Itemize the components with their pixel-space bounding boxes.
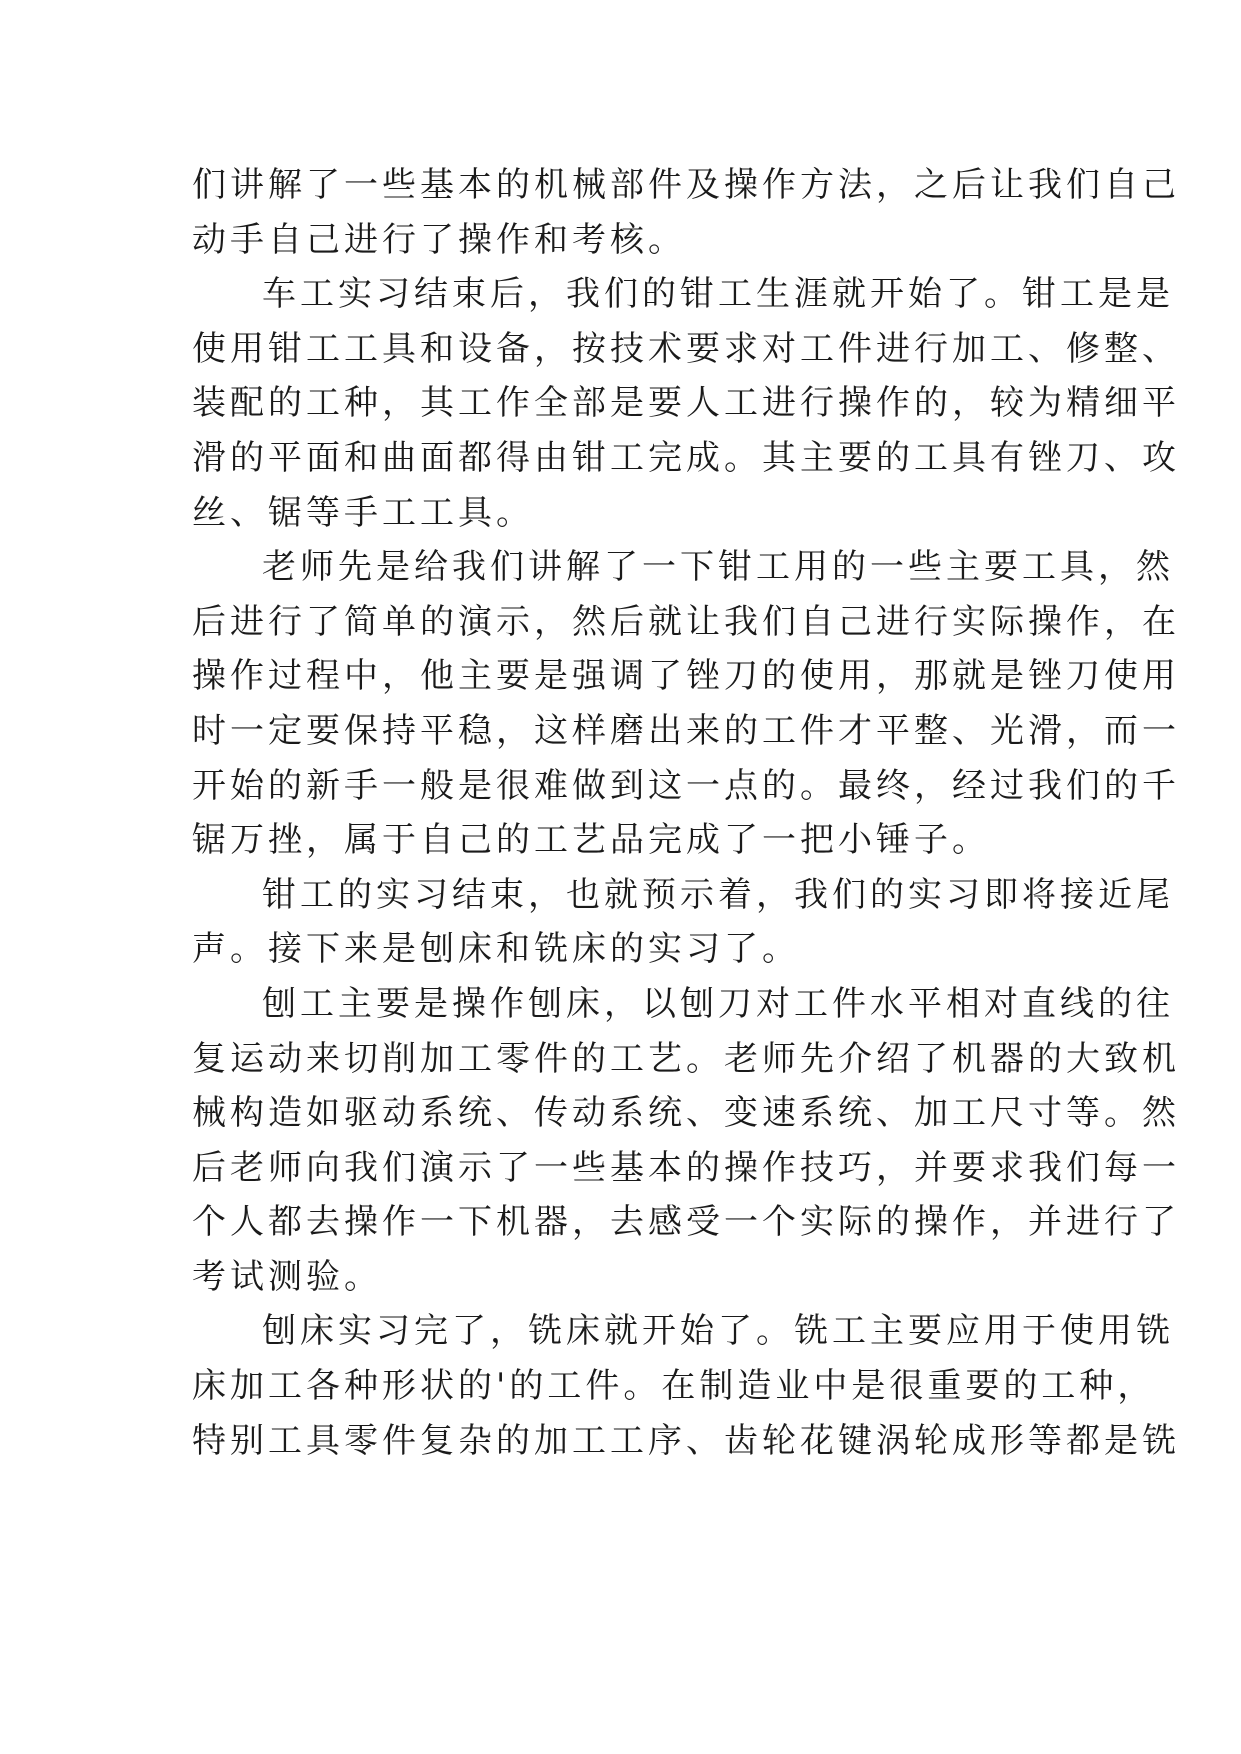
text-line: 时一定要保持平稳，这样磨出来的工件才平整、光滑，而一	[192, 710, 1180, 751]
text-line: 钳工的实习结束，也就预示着，我们的实习即将接近尾	[262, 874, 1174, 915]
text-line: 老师先是给我们讲解了一下钳工用的一些主要工具，然	[262, 547, 1174, 588]
text-line: 锯万挫，属于自己的工艺品完成了一把小锤子。	[192, 820, 990, 861]
text-line: 开始的新手一般是很难做到这一点的。最终，经过我们的千	[192, 765, 1180, 806]
body-text	[192, 158, 1180, 1468]
text-line: 床加工各种形状的'的工件。在制造业中是很重要的工种，	[192, 1366, 1156, 1407]
text-line: 械构造如驱动系统、传动系统、变速系统、加工尺寸等。然	[192, 1093, 1180, 1134]
text-line: 们讲解了一些基本的机械部件及操作方法，之后让我们自己	[192, 165, 1180, 205]
text-line: 使用钳工工具和设备，按技术要求对工件进行加工、修整、	[192, 328, 1180, 369]
text-line: 后老师向我们演示了一些基本的操作技巧，并要求我们每一	[192, 1147, 1180, 1188]
text-line: 车工实习结束后，我们的钳工生涯就开始了。钳工是是	[262, 274, 1174, 315]
text-line: 动手自己进行了操作和考核。	[192, 219, 686, 260]
text-line: 个人都去操作一下机器，去感受一个实际的操作，并进行了	[192, 1202, 1180, 1243]
text-line: 复运动来切削加工零件的工艺。老师先介绍了机器的大致机	[192, 1038, 1180, 1079]
text-line: 操作过程中，他主要是强调了锉刀的使用，那就是锉刀使用	[192, 656, 1180, 697]
text-line: 滑的平面和曲面都得由钳工完成。其主要的工具有锉刀、攻	[192, 437, 1180, 478]
text-line: 装配的工种，其工作全部是要人工进行操作的，较为精细平	[192, 383, 1180, 424]
text-line: 丝、锯等手工工具。	[192, 492, 534, 533]
text-line: 声。接下来是刨床和铣床的实习了。	[192, 929, 800, 970]
text-line: 考试测验。	[192, 1256, 382, 1297]
text-line: 刨床实习完了，铣床就开始了。铣工主要应用于使用铣	[262, 1311, 1174, 1352]
text-line: 后进行了简单的演示，然后就让我们自己进行实际操作，在	[192, 601, 1180, 642]
text-line: 特别工具零件复杂的加工工序、齿轮花键涡轮成形等都是铣	[192, 1420, 1180, 1461]
text-line: 刨工主要是操作刨床，以刨刀对工件水平相对直线的往	[262, 983, 1174, 1024]
